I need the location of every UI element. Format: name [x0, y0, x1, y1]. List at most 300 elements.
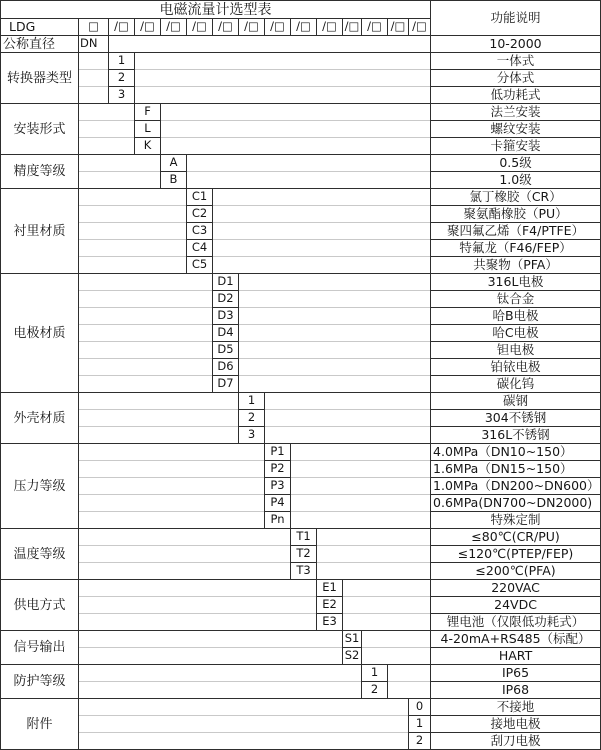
code-cell: 0 [409, 699, 431, 716]
spacer-cell [317, 36, 343, 53]
option-row [1, 393, 601, 410]
spacer-cell [135, 563, 161, 580]
spacer-cell [317, 325, 343, 342]
spacer-cell [213, 393, 239, 410]
desc-cell: 氯丁橡胶（CR） [431, 189, 601, 206]
spacer-cell [161, 444, 187, 461]
spacer-cell [109, 614, 135, 631]
spacer-cell [291, 121, 317, 138]
spacer-cell [362, 359, 388, 376]
spacer-cell [388, 546, 409, 563]
spacer-cell [161, 427, 187, 444]
spacer-cell [187, 172, 213, 189]
spacer-cell [109, 121, 135, 138]
spacer-cell [291, 274, 317, 291]
spacer-cell [79, 393, 109, 410]
desc-cell: IP65 [431, 665, 601, 682]
spacer-cell [317, 682, 343, 699]
spacer-cell [161, 121, 187, 138]
spacer-cell [409, 291, 431, 308]
spacer-cell [265, 580, 291, 597]
spacer-cell [161, 580, 187, 597]
spacer-cell [362, 36, 388, 53]
spacer-cell [239, 87, 265, 104]
spacer-cell [291, 580, 317, 597]
code-cell: D1 [213, 274, 239, 291]
spacer-cell [187, 631, 213, 648]
spacer-cell [265, 291, 291, 308]
spacer-cell [213, 563, 239, 580]
spacer-cell [409, 155, 431, 172]
spacer-cell [388, 461, 409, 478]
spacer-cell [213, 733, 239, 750]
spacer-cell [317, 733, 343, 750]
group-label: 电极材质 [1, 274, 79, 393]
code-cell: 2 [362, 682, 388, 699]
spacer-cell [109, 291, 135, 308]
code-slot-placeholder: /□ [109, 19, 135, 36]
spacer-cell [317, 699, 343, 716]
spacer-cell [79, 308, 109, 325]
desc-cell: 哈B电极 [431, 308, 601, 325]
spacer-cell [343, 614, 362, 631]
option-row [1, 631, 601, 648]
spacer-cell [343, 223, 362, 240]
spacer-cell [409, 274, 431, 291]
spacer-cell [317, 138, 343, 155]
spacer-cell [265, 699, 291, 716]
spacer-cell [135, 36, 161, 53]
spacer-cell [135, 410, 161, 427]
spacer-cell [291, 223, 317, 240]
spacer-cell [79, 563, 109, 580]
spacer-cell [409, 410, 431, 427]
spacer-cell [362, 614, 388, 631]
desc-cell: 不接地 [431, 699, 601, 716]
spacer-cell [388, 716, 409, 733]
spacer-cell [109, 189, 135, 206]
spacer-cell [239, 359, 265, 376]
spacer-cell [291, 359, 317, 376]
spacer-cell [388, 274, 409, 291]
desc-cell: 1.0MPa（DN200~DN600） [431, 478, 601, 495]
spacer-cell [317, 291, 343, 308]
spacer-cell [343, 121, 362, 138]
spacer-cell [343, 36, 362, 53]
spacer-cell [388, 529, 409, 546]
spacer-cell [362, 427, 388, 444]
spacer-cell [239, 155, 265, 172]
spacer-cell [135, 53, 161, 70]
spacer-cell [79, 274, 109, 291]
spacer-cell [265, 223, 291, 240]
spacer-cell [109, 410, 135, 427]
spacer-cell [187, 665, 213, 682]
spacer-cell [388, 223, 409, 240]
spacer-cell [109, 580, 135, 597]
spacer-cell [79, 325, 109, 342]
code-slot-placeholder: /□ [317, 19, 343, 36]
spacer-cell [317, 495, 343, 512]
spacer-cell [388, 257, 409, 274]
spacer-cell [187, 359, 213, 376]
option-row [1, 274, 601, 291]
spacer-cell [265, 87, 291, 104]
spacer-cell [343, 342, 362, 359]
spacer-cell [265, 70, 291, 87]
spacer-cell [109, 461, 135, 478]
spacer-cell [362, 291, 388, 308]
spacer-cell [161, 495, 187, 512]
spacer-cell [409, 189, 431, 206]
spacer-cell [317, 427, 343, 444]
spacer-cell [362, 563, 388, 580]
code-cell: C4 [187, 240, 213, 257]
spacer-cell [109, 104, 135, 121]
code-cell: 3 [239, 427, 265, 444]
spacer-cell [291, 342, 317, 359]
spacer-cell [239, 257, 265, 274]
spacer-cell [409, 512, 431, 529]
spacer-cell [388, 155, 409, 172]
code-cell: D4 [213, 325, 239, 342]
spacer-cell [265, 138, 291, 155]
spacer-cell [291, 665, 317, 682]
spacer-cell [362, 121, 388, 138]
spacer-cell [213, 682, 239, 699]
spacer-cell [291, 291, 317, 308]
option-row [1, 665, 601, 682]
spacer-cell [291, 206, 317, 223]
spacer-cell [239, 274, 265, 291]
spacer-cell [291, 682, 317, 699]
desc-cell: 1.6MPa（DN15~150） [431, 461, 601, 478]
spacer-cell [187, 53, 213, 70]
desc-cell: 接地电极 [431, 716, 601, 733]
spacer-cell [213, 580, 239, 597]
spacer-cell [239, 172, 265, 189]
spacer-cell [135, 155, 161, 172]
spacer-cell [362, 529, 388, 546]
spacer-cell [213, 495, 239, 512]
spacer-cell [161, 699, 187, 716]
group-label: 衬里材质 [1, 189, 79, 274]
code-cell: C5 [187, 257, 213, 274]
spacer-cell [409, 53, 431, 70]
spacer-cell [239, 240, 265, 257]
spacer-cell [362, 444, 388, 461]
spacer-cell [79, 189, 109, 206]
spacer-cell [239, 699, 265, 716]
spacer-cell [265, 716, 291, 733]
spacer-cell [362, 104, 388, 121]
option-row [1, 36, 601, 53]
option-row [1, 478, 601, 495]
spacer-cell [265, 648, 291, 665]
spacer-cell [388, 597, 409, 614]
spacer-cell [409, 393, 431, 410]
code-cell: S2 [343, 648, 362, 665]
spacer-cell [239, 529, 265, 546]
spacer-cell [79, 121, 109, 138]
desc-cell: 哈C电极 [431, 325, 601, 342]
spacer-cell [362, 393, 388, 410]
spacer-cell [109, 665, 135, 682]
spacer-cell [409, 206, 431, 223]
spacer-cell [135, 240, 161, 257]
option-row [1, 223, 601, 240]
spacer-cell [109, 563, 135, 580]
spacer-cell [409, 359, 431, 376]
spacer-cell [343, 87, 362, 104]
spacer-cell [135, 614, 161, 631]
spacer-cell [135, 665, 161, 682]
option-row [1, 257, 601, 274]
spacer-cell [362, 223, 388, 240]
spacer-cell [409, 36, 431, 53]
spacer-cell [109, 325, 135, 342]
spacer-cell [343, 308, 362, 325]
spacer-cell [79, 172, 109, 189]
spacer-cell [187, 87, 213, 104]
spacer-cell [291, 53, 317, 70]
spacer-cell [213, 104, 239, 121]
spacer-cell [187, 512, 213, 529]
code-cell: E3 [317, 614, 343, 631]
spacer-cell [109, 512, 135, 529]
desc-cell: 铂铱电极 [431, 359, 601, 376]
spacer-cell [79, 444, 109, 461]
spacer-cell [79, 665, 109, 682]
spacer-cell [343, 410, 362, 427]
option-row [1, 529, 601, 546]
spacer-cell [317, 342, 343, 359]
desc-cell: 刮刀电极 [431, 733, 601, 750]
option-row [1, 682, 601, 699]
spacer-cell [239, 716, 265, 733]
spacer-cell [161, 563, 187, 580]
model-prefix: LDG [1, 19, 79, 36]
spacer-cell [343, 206, 362, 223]
spacer-cell [291, 631, 317, 648]
spacer-cell [135, 70, 161, 87]
spacer-cell [239, 648, 265, 665]
spacer-cell [265, 240, 291, 257]
spacer-cell [161, 716, 187, 733]
spacer-cell [187, 427, 213, 444]
desc-cell: 聚氨酯橡胶（PU） [431, 206, 601, 223]
spacer-cell [213, 410, 239, 427]
spacer-cell [135, 495, 161, 512]
spacer-cell [161, 597, 187, 614]
header-row [1, 1, 601, 19]
option-row [1, 206, 601, 223]
spacer-cell [317, 648, 343, 665]
desc-cell: ≤200℃(PFA) [431, 563, 601, 580]
spacer-cell [109, 240, 135, 257]
option-row [1, 291, 601, 308]
spacer-cell [362, 240, 388, 257]
spacer-cell [265, 155, 291, 172]
code-cell: 1 [409, 716, 431, 733]
code-cell: 1 [109, 53, 135, 70]
spacer-cell [291, 512, 317, 529]
spacer-cell [239, 189, 265, 206]
spacer-cell [161, 614, 187, 631]
spacer-cell [187, 682, 213, 699]
spacer-cell [109, 308, 135, 325]
spacer-cell [343, 53, 362, 70]
desc-cell: 10-2000 [431, 36, 601, 53]
spacer-cell [343, 495, 362, 512]
spacer-cell [265, 121, 291, 138]
option-row [1, 172, 601, 189]
desc-cell: 24VDC [431, 597, 601, 614]
spacer-cell [239, 206, 265, 223]
spacer-cell [79, 155, 109, 172]
option-row [1, 121, 601, 138]
code-cell: D5 [213, 342, 239, 359]
desc-cell: 碳化钨 [431, 376, 601, 393]
spacer-cell [409, 529, 431, 546]
spacer-cell [213, 631, 239, 648]
spacer-cell [409, 325, 431, 342]
code-cell: 2 [409, 733, 431, 750]
desc-cell: IP68 [431, 682, 601, 699]
spacer-cell [213, 512, 239, 529]
code-slot-placeholder: /□ [187, 19, 213, 36]
spacer-cell [79, 359, 109, 376]
desc-cell: 0.6MPa(DN700~DN2000) [431, 495, 601, 512]
spacer-cell [213, 546, 239, 563]
spacer-cell [161, 223, 187, 240]
spacer-cell [213, 665, 239, 682]
spacer-cell [109, 274, 135, 291]
spacer-cell [109, 478, 135, 495]
spacer-cell [187, 155, 213, 172]
spacer-cell [362, 648, 388, 665]
spacer-cell [343, 240, 362, 257]
spacer-cell [79, 631, 109, 648]
spacer-cell [109, 36, 135, 53]
spacer-cell [109, 223, 135, 240]
option-row [1, 376, 601, 393]
spacer-cell [187, 376, 213, 393]
spacer-cell [388, 733, 409, 750]
spacer-cell [213, 70, 239, 87]
spacer-cell [388, 291, 409, 308]
spacer-cell [187, 546, 213, 563]
spacer-cell [409, 648, 431, 665]
desc-cell: 法兰安装 [431, 104, 601, 121]
spacer-cell [187, 410, 213, 427]
group-label: 供电方式 [1, 580, 79, 631]
spacer-cell [213, 648, 239, 665]
spacer-cell [109, 206, 135, 223]
spacer-cell [187, 614, 213, 631]
spacer-cell [317, 206, 343, 223]
spacer-cell [135, 716, 161, 733]
spacer-cell [362, 716, 388, 733]
spacer-cell [109, 631, 135, 648]
code-cell: T1 [291, 529, 317, 546]
spacer-cell [187, 597, 213, 614]
spacer-cell [343, 427, 362, 444]
spacer-cell [265, 206, 291, 223]
spacer-cell [388, 495, 409, 512]
spacer-cell [291, 155, 317, 172]
spacer-cell [317, 53, 343, 70]
option-row [1, 189, 601, 206]
spacer-cell [187, 342, 213, 359]
spacer-cell [291, 87, 317, 104]
spacer-cell [79, 614, 109, 631]
spacer-cell [343, 70, 362, 87]
spacer-cell [362, 70, 388, 87]
desc-cell: 316L电极 [431, 274, 601, 291]
desc-cell: 聚四氟乙烯（F4/PTFE） [431, 223, 601, 240]
code-cell: 3 [109, 87, 135, 104]
code-cell: A [161, 155, 187, 172]
group-label: 防护等级 [1, 665, 79, 699]
spacer-cell [317, 529, 343, 546]
desc-cell: 一体式 [431, 53, 601, 70]
spacer-cell [239, 138, 265, 155]
code-cell: C3 [187, 223, 213, 240]
spacer-cell [161, 189, 187, 206]
code-cell: B [161, 172, 187, 189]
spacer-cell [213, 87, 239, 104]
spacer-cell [362, 733, 388, 750]
spacer-cell [409, 223, 431, 240]
spacer-cell [79, 291, 109, 308]
option-row [1, 495, 601, 512]
spacer-cell [409, 563, 431, 580]
spacer-cell [362, 172, 388, 189]
spacer-cell [291, 325, 317, 342]
option-row [1, 410, 601, 427]
spacer-cell [343, 563, 362, 580]
spacer-cell [135, 597, 161, 614]
option-row [1, 87, 601, 104]
spacer-cell [161, 546, 187, 563]
code-cell: S1 [343, 631, 362, 648]
spacer-cell [317, 376, 343, 393]
code-cell: K [135, 138, 161, 155]
code-cell: DN [79, 36, 109, 53]
code-cell: T3 [291, 563, 317, 580]
spacer-cell [291, 308, 317, 325]
page-title: 电磁流量计选型表 [159, 1, 272, 18]
spacer-cell [161, 240, 187, 257]
spacer-cell [317, 189, 343, 206]
spacer-cell [317, 274, 343, 291]
spacer-cell [317, 393, 343, 410]
spacer-cell [317, 172, 343, 189]
spacer-cell [317, 478, 343, 495]
spacer-cell [109, 427, 135, 444]
spacer-cell [265, 427, 291, 444]
spacer-cell [79, 580, 109, 597]
spacer-cell [265, 308, 291, 325]
spacer-cell [317, 563, 343, 580]
spacer-cell [79, 257, 109, 274]
spacer-cell [388, 104, 409, 121]
spacer-cell [187, 274, 213, 291]
spacer-cell [291, 444, 317, 461]
spacer-cell [343, 682, 362, 699]
code-cell: 1 [362, 665, 388, 682]
